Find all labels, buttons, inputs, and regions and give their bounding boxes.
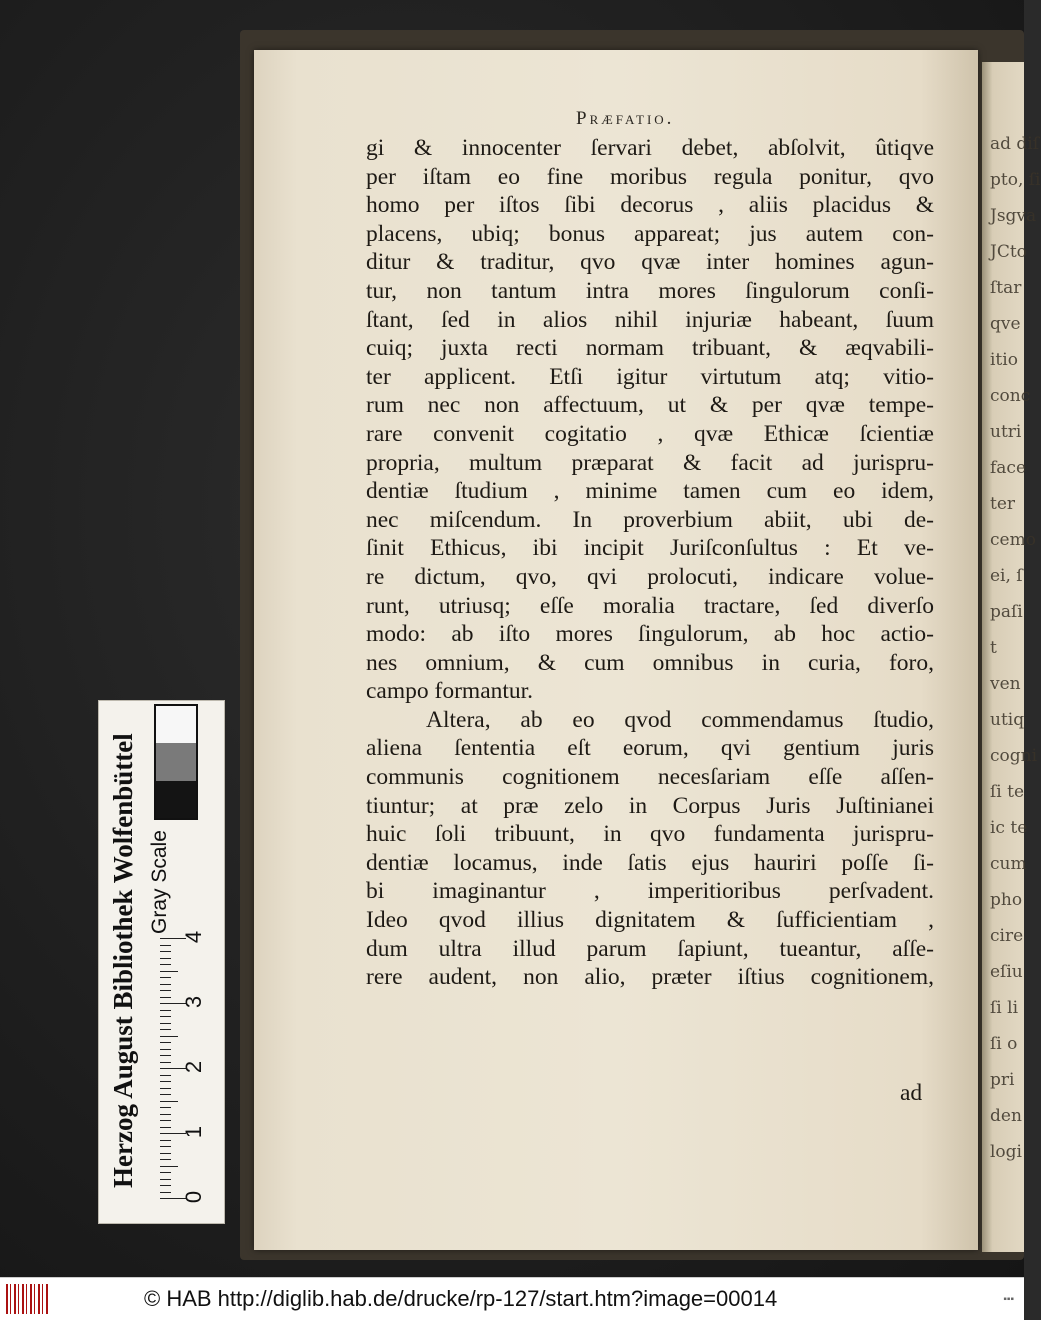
ruler-tick — [160, 977, 171, 978]
text-line: communis cognitionem necesſariam eſſe aſſen- — [366, 764, 934, 791]
catchword: ad — [900, 1080, 923, 1106]
text-line: rum nec non affectuum, ut & per qvæ tempe- — [366, 392, 934, 419]
ruler-tick — [160, 1055, 171, 1056]
ruler-tick — [160, 1088, 171, 1089]
next-page-fragment: ſi o — [990, 1034, 1018, 1054]
next-page-fragment: ſi te — [990, 782, 1025, 802]
ruler-tick — [160, 1172, 171, 1173]
ruler-tick — [160, 1179, 171, 1180]
swatch-black — [156, 781, 196, 818]
ruler-tick — [160, 1120, 171, 1121]
ruler-tick — [160, 1153, 171, 1154]
text-line: Altera, ab eo qvod commendamus ſtudio, — [426, 706, 934, 733]
next-page-fragment: ter — [990, 494, 1016, 514]
ruler-tick — [160, 1159, 171, 1160]
hab-logo-icon — [6, 1284, 50, 1314]
ruler-tick — [160, 1094, 171, 1095]
text-line: aliena ſententia eſt eorum, qvi gentium juris — [366, 735, 934, 762]
ruler-tick — [160, 1185, 171, 1186]
ruler-tick — [160, 1010, 171, 1011]
text-line: ſtant, ſed in alios nihil injuriæ habeant, ſuum — [366, 306, 934, 333]
ruler-number: 3 — [181, 995, 206, 1009]
text-line: modo: ab iſto mores ſingulorum, ab hoc actio- — [366, 621, 934, 648]
text-line: re dictum, qvo, qvi prolocuti, indicare volue- — [366, 563, 934, 590]
ruler-tick — [160, 951, 171, 952]
ruler-tick — [160, 1029, 171, 1030]
ruler-tick — [160, 1049, 171, 1050]
ruler-tick — [160, 1140, 171, 1141]
next-page-fragment: ic te — [990, 818, 1028, 838]
next-page-fragment: face — [990, 458, 1027, 478]
text-line: ſinit Ethicus, ibi incipit Juriſconſultus : Et ve- — [366, 535, 934, 562]
gray-scale-label: Gray Scale — [148, 830, 171, 934]
text-line: campo formantur. — [366, 678, 534, 705]
text-line: homo per iſtos ſibi decorus , aliis placidus & — [366, 192, 934, 219]
ruler-tick — [160, 945, 171, 946]
next-page-fragment: pho — [990, 890, 1023, 910]
swatch-white — [156, 706, 196, 743]
next-page-fragment: logi — [990, 1142, 1022, 1162]
ruler-tick — [160, 997, 171, 998]
text-line: tur, non tantum intra mores ſingulorum conſi- — [366, 277, 934, 304]
ruler-number: 0 — [181, 1190, 206, 1204]
ruler-number: 4 — [181, 930, 206, 944]
text-line: dentiæ locamus, inde ſatis ejus hauriri poſſe ſi- — [366, 849, 934, 876]
ruler-number: 2 — [181, 1060, 206, 1074]
text-line: ditur & traditur, qvo qvæ inter homines agun- — [366, 249, 934, 276]
next-page-fragment: utiq — [990, 710, 1025, 730]
next-page-fragment: ven — [990, 674, 1021, 694]
ruler-tick — [160, 1023, 171, 1024]
ruler-tick — [160, 1192, 171, 1193]
footer-bar — [0, 1277, 1024, 1320]
next-page-edge — [982, 62, 1041, 1252]
text-line: cuiq; juxta recti normam tribuant, & æqvabili- — [366, 335, 934, 362]
ruler-tick — [160, 1075, 171, 1076]
text-line: rere audent, non alio, præter iſtius cognitionem, — [366, 964, 934, 991]
next-page-fragment: qve — [990, 314, 1021, 334]
ruler-title: Herzog August Bibliothek Wolfenbüttel — [108, 733, 138, 1189]
next-page-fragment: pto, ſi — [990, 170, 1041, 190]
text-line: tiuntur; at præ zelo in Corpus Juris Juſtinianei — [366, 792, 934, 819]
text-line: runt, utriusq; eſſe moralia tractare, ſed diverſo — [366, 592, 934, 619]
next-page-fragment: paſi — [990, 602, 1023, 622]
ruler-tick — [160, 1166, 178, 1167]
running-head: Præfatio. — [576, 108, 675, 129]
ruler-tick — [160, 958, 171, 959]
gray-swatches — [154, 704, 198, 820]
next-page-fragment: eſiu — [990, 962, 1023, 982]
text-line: ter applicent. Etſi igitur virtutum atq; vitio- — [366, 363, 934, 390]
next-page-fragment: ad diſ — [990, 134, 1040, 154]
ruler-tick — [160, 1101, 178, 1102]
next-page-fragment: cogni — [990, 746, 1038, 766]
ruler-tick — [160, 990, 171, 991]
ruler-tick — [160, 1016, 171, 1017]
ruler-tick — [160, 1036, 178, 1037]
next-page-fragment: Jsgva — [990, 206, 1037, 226]
ruler-tick — [160, 971, 178, 972]
next-page-fragment: ſtar — [990, 278, 1022, 298]
next-page-fragment: t — [990, 638, 997, 658]
page-text-block — [366, 134, 936, 992]
text-line: placens, ubiq; bonus appareat; jus autem con- — [366, 220, 934, 247]
ruler-tick — [160, 1114, 171, 1115]
ruler-tick — [160, 1107, 171, 1108]
text-line: nec miſcendum. In proverbium abiit, ubi de- — [366, 506, 934, 533]
ruler-tick — [160, 984, 171, 985]
next-page-fragment: cum — [990, 854, 1027, 874]
ruler-tick — [160, 964, 171, 965]
text-line: bi imaginantur , imperitioribus perſvadent. — [366, 878, 934, 905]
ruler-number: 1 — [181, 1125, 206, 1139]
next-page-fragment: conc — [990, 386, 1031, 406]
ruler-tick — [160, 1062, 171, 1063]
next-page-fragment: pri — [990, 1070, 1015, 1090]
next-page-fragment: cire — [990, 926, 1024, 946]
footer-copyright[interactable]: © HAB http://diglib.hab.de/drucke/rp-127/start.htm?image=00014 — [144, 1286, 778, 1311]
ruler-tick — [160, 1081, 171, 1082]
next-page-fragment: JCto — [990, 242, 1027, 262]
next-page-fragment: utri — [990, 422, 1022, 442]
text-line: huic ſoli tribuunt, in qvo fundamenta jurispru- — [366, 821, 934, 848]
next-page-fragment: den — [990, 1106, 1022, 1126]
text-line: dum ultra illud parum ſapiunt, tueantur, aſſe- — [366, 935, 934, 962]
next-page-fragment: cemo — [990, 530, 1036, 550]
footer-mark-icon: ▪▪▪ — [1003, 1294, 1014, 1305]
text-line: propria, multum præparat & facit ad jurispru- — [366, 449, 934, 476]
text-line: dentiæ ſtudium , minime tamen cum eo idem, — [366, 478, 934, 505]
ruler-tick — [160, 1042, 171, 1043]
text-line: rare convenit cogitatio , qvæ Ethicæ ſcientiæ — [366, 420, 934, 447]
next-page-fragment: ei, ſ — [990, 566, 1023, 586]
next-page-fragment: itio — [990, 350, 1018, 370]
text-line: nes omnium, & cum omnibus in curia, foro, — [366, 649, 934, 676]
ruler-tick — [160, 1146, 171, 1147]
text-line: gi & innocenter ſervari debet, abſolvit, ûtiqve — [366, 135, 934, 161]
text-line: Ideo qvod illius dignitatem & ſufficientiam , — [366, 907, 934, 934]
next-page-fragment: ſi li — [990, 998, 1019, 1018]
swatch-gray — [156, 743, 196, 780]
ruler-tick — [160, 1127, 171, 1128]
text-line: per iſtam eo fine moribus regula ponitur, qvo — [366, 163, 934, 190]
